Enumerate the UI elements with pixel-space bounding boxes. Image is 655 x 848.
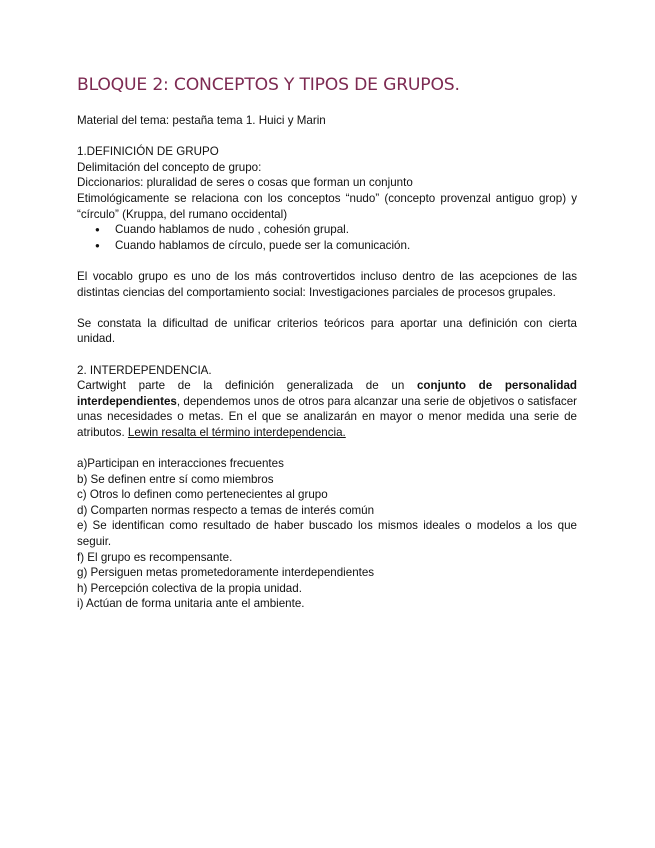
para-text-post: , dependemos unos de otros para alcanzar una serie de objetivos o satisfacer unas necesidades o metas. En el que se analizarán en mayor o menor medida una serie de atributos.	[77, 394, 577, 439]
attribute-item: d) Comparten normas respecto a temas de interés común	[77, 503, 375, 517]
section2-heading: 2. INTERDEPENDENCIA.	[77, 363, 212, 377]
attribute-item: e) Se identifican como resultado de haber buscado los mismos ideales o modelos a los que seguir.	[77, 519, 577, 549]
section1-bullet-list	[77, 222, 577, 253]
section1-line1: Delimitación del concepto de grupo:	[77, 160, 262, 174]
section1-line2: Diccionarios: pluralidad de seres o cosas que forman un conjunto	[77, 176, 413, 190]
attribute-item: f) El grupo es recompensante.	[77, 550, 233, 564]
attribute-item: c) Otros lo definen como pertenecientes al grupo	[77, 488, 328, 502]
para-text-underline: Lewin resalta el término interdependencia.	[127, 425, 346, 439]
attribute-list	[77, 456, 577, 612]
section1-paragraph1: El vocablo grupo es uno de los más controvertidos incluso dentro de las acepciones de las distintas ciencias del comportamiento social: Investigaciones parciales de procesos grupales.	[77, 269, 577, 299]
document-title: BLOQUE 2: CONCEPTOS Y TIPOS DE GRUPOS.	[77, 75, 460, 95]
section1-line3b: “círculo” (Kruppa, del rumano occidental)	[77, 207, 288, 221]
para-text-bold: conjunto de personalidad interdependientes	[77, 379, 577, 408]
attribute-item: h) Percepción colectiva de la propia unidad.	[77, 581, 302, 595]
attribute-item: b) Se definen entre sí como miembros	[77, 472, 274, 486]
section2-paragraph	[77, 378, 577, 440]
attribute-item: i) Actúan de forma unitaria ante el ambiente.	[77, 597, 305, 611]
attribute-item: a)Participan en interacciones frecuentes	[77, 457, 284, 471]
attribute-item: g) Persiguen metas prometedoramente interdependientes	[77, 566, 375, 580]
material-line: Material del tema: pestaña tema 1. Huici y Marin	[77, 114, 326, 127]
section1-heading: 1.DEFINICIÓN DE GRUPO	[77, 145, 219, 159]
section1-paragraph2: Se constata la dificultad de unificar criterios teóricos para aportar una definición con cierta unidad.	[77, 316, 577, 346]
section1-line3a: Etimológicamente se relaciona con los conceptos “nudo” (concepto provenzal antiguo grop) y	[77, 191, 577, 205]
bullet-item: ● Cuando hablamos de nudo , cohesión grupal.	[115, 222, 577, 238]
para-text-pre: Cartwight parte de la definición generalizada de un	[77, 379, 417, 393]
bullet-item: ● Cuando hablamos de círculo, puede ser la comunicación.	[115, 238, 577, 254]
document-content	[77, 74, 577, 612]
